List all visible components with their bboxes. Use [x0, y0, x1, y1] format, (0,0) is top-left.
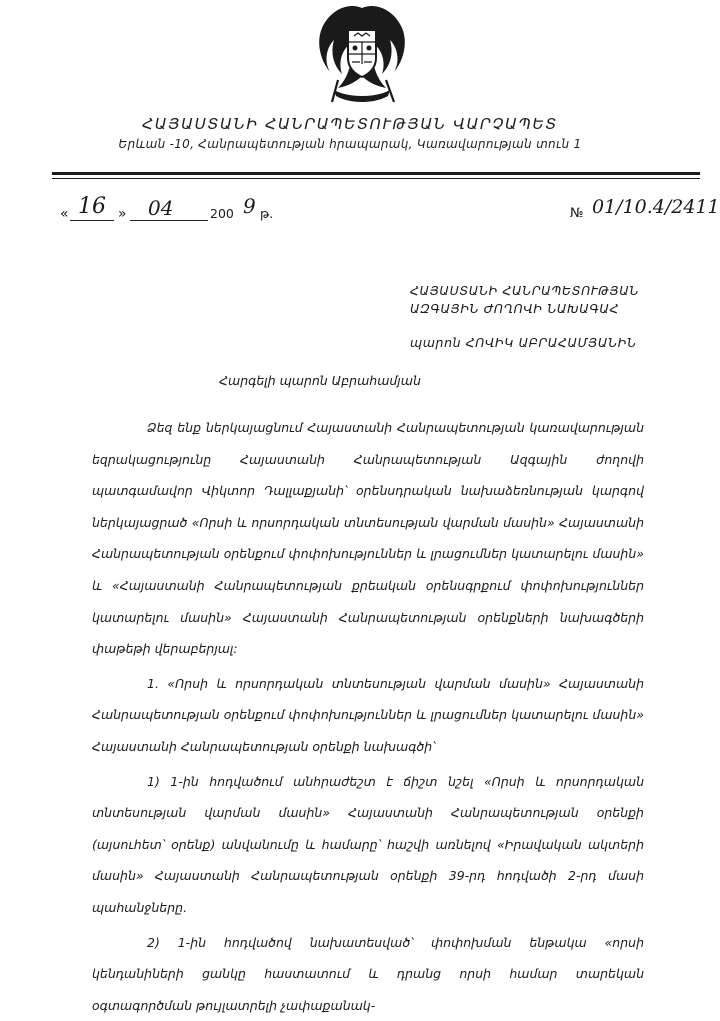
date-close-quote: » [118, 206, 127, 222]
day-underline [70, 220, 114, 221]
salutation: Հարգելի պարոն Աբրահամյան [0, 373, 640, 388]
date-year-printed: 200 [210, 206, 234, 221]
date-open-quote: « [60, 206, 69, 222]
org-address: Երևան -10, Հանրապետության հրապարակ, Կառավարության տուն 1 [0, 137, 700, 151]
recipient-name: պարոն ՀՈՎԻԿ ԱԲՐԱՀԱՄՅԱՆԻՆ [410, 334, 690, 352]
org-title: ՀԱՅԱՍՏԱՆԻ ՀԱՆՐԱՊԵՏՈՒԹՅԱՆ ՎԱՐՉԱՊԵՏ [0, 115, 700, 133]
ref-number: 01/10.4/2411 [592, 196, 720, 218]
header-divider-thick [52, 172, 700, 175]
reference-number [570, 196, 700, 232]
date-year-suffix: թ. [260, 206, 273, 221]
coat-of-arms-icon [308, 2, 416, 110]
recipient-line-2: ԱԶԳԱՅԻՆ ԺՈՂՈՎԻ ՆԱԽԱԳԱՀ [410, 300, 690, 318]
body-paragraph: Ձեզ ենք ներկայացնում Հայաստանի Հանրապետության կառավարության եզրակացությունը Հայաստանի Հանրապետության Ազգային ժողովի պատգամավոր Վիկտոր Դալլաքյանի՝ օրենսդրական նախաձեռնության կարգով ներկայացրած «Որսի և որսորդական տնտեսության վարման մասին» Հայաստանի Հանրապետության օրենքում փոփոխություններ և լրացումներ կատարելու մասին» և «Հայաստանի Հանրապետության քրեական օրենսգրքում փոփոխություններ կատարելու մասին» Հայաստանի Հանրապետության օրենքների նախագծերի փաթեթի վերաբերյալ: [92, 412, 644, 665]
recipient-block [410, 282, 690, 352]
ref-prefix: № [570, 206, 584, 221]
month-underline [130, 220, 208, 221]
date-month: 04 [148, 196, 173, 220]
date-day: 16 [78, 194, 106, 219]
date-year-handwritten: 9 [243, 194, 256, 218]
body-paragraph: 2) 1-ին հոդվածով նախատեսված՝ փոփոխման ենթակա «որսի կենդանիների ցանկը հաստատում և դրանց որսի համար տարեկան օգտագործման թույլատրելի չափաքանակ- [92, 927, 644, 1021]
header-divider-thin [52, 178, 700, 179]
letter-body [92, 412, 644, 1021]
recipient-line-1: ՀԱՅԱՍՏԱՆԻ ՀԱՆՐԱՊԵՏՈՒԹՅԱՆ [410, 282, 690, 300]
body-paragraph: 1. «Որսի և որսորդական տնտեսության վարման մասին» Հայաստանի Հանրապետության օրենքում փոփոխություններ և լրացումներ կատարելու մասին» Հայաստանի Հանրապետության օրենքի նախագծի՝ [92, 668, 644, 763]
body-paragraph: 1) 1-ին հոդվածում անհրաժեշտ է ճիշտ նշել «Որսի և որսորդական տնտեսության վարման մասին» Հայաստանի Հանրապետության օրենքի (այսուհետ՝ օրենք) անվանումը և համարը՝ հաշվի առնելով «Իրավական ակտերի մասին» Հայաստանի Հանրապետության օրենքի 39-րդ հոդվածի 2-րդ մասի պահանջները. [92, 766, 644, 924]
